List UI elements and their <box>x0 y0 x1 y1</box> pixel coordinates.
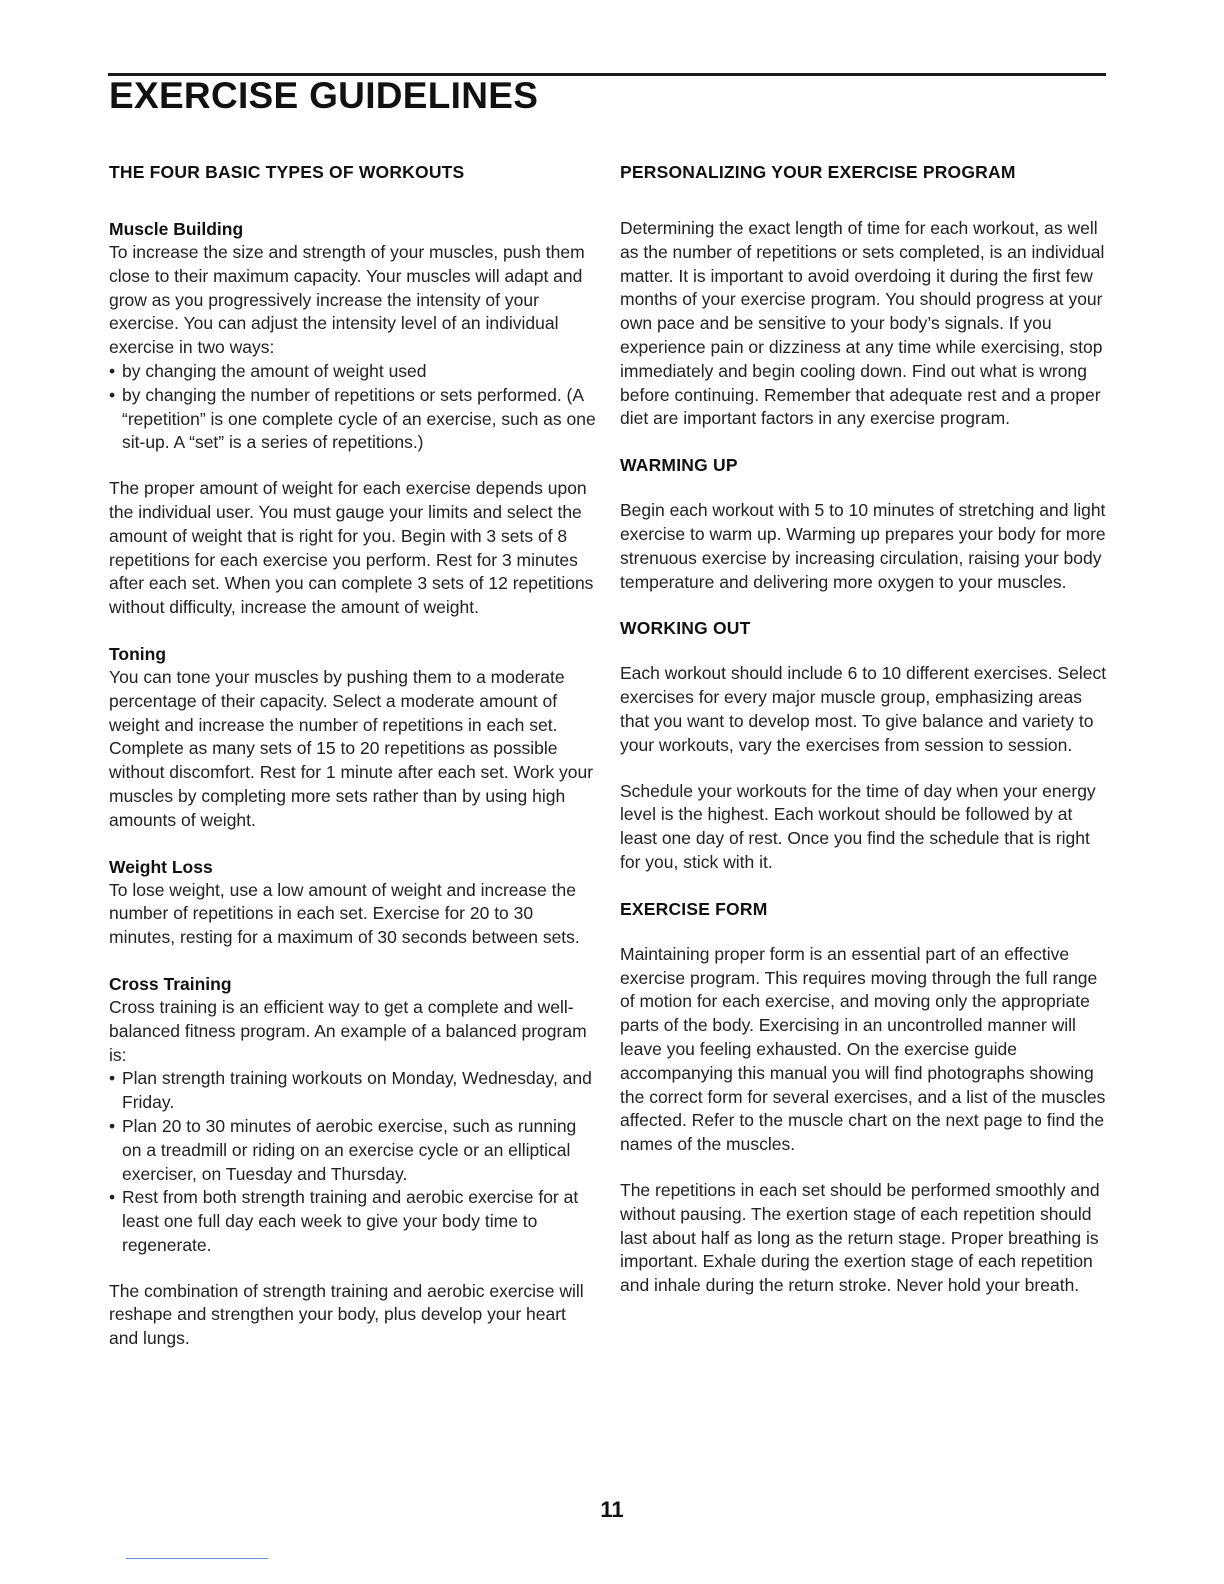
section-heading-workout-types: THE FOUR BASIC TYPES OF WORKOUTS <box>109 162 465 182</box>
subheading-weight-loss: Weight Loss <box>109 856 213 877</box>
list-item: • by changing the number of repetitions or sets performed. (A “repetition” is one complete cycle of an exercise, such as one sit-up. A “set” is a series of repetitions.) <box>109 384 599 455</box>
cross-training-bullet-list <box>109 1067 599 1257</box>
working-out-text-2: Schedule your workouts for the time of day when your energy level is the highest. Each workout should be followed by at least one day of rest. Once you find the schedule that is right for you, stick with it. <box>620 780 1096 872</box>
page-number: 11 <box>600 1497 624 1522</box>
footer-line <box>126 1558 268 1559</box>
subheading-cross-training: Cross Training <box>109 973 232 994</box>
subheading-muscle-building: Muscle Building <box>109 219 244 239</box>
list-item: • Rest from both strength training and aerobic exercise for at least one full day each week to give your body time to regenerate. <box>109 1186 599 1257</box>
section-heading-personalizing: PERSONALIZING YOUR EXERCISE PROGRAM <box>620 162 1016 182</box>
exercise-form-text-2: The repetitions in each set should be performed smoothly and without pausing. The exertion stage of each repetition should last about half as long as the return stage. Proper breathing is important. Exhale during the exertion stage of each repetition and inhale during the return stroke. Never hold your breath. <box>620 1179 1100 1296</box>
muscle-building-bullet-list <box>109 360 599 455</box>
toning-text: You can tone your muscles by pushing them to a moderate percentage of their capacity. Select a moderate amount of weight and increase the number of repetitions in each set. Complete as many sets of 15 to 20 repetitions as possible without discomfort. Rest for 1 minute after each set. Work your muscles by completing more sets rather than by using high amounts of weight. <box>109 666 594 830</box>
subheading-toning: Toning <box>109 643 167 664</box>
list-item: • by changing the amount of weight used <box>109 360 599 384</box>
list-item: • Plan 20 to 30 minutes of aerobic exercise, such as running on a treadmill or riding on an exercise cycle or an elliptical exerciser, on Tuesday and Thursday. <box>109 1115 599 1186</box>
section-heading-warming-up: WARMING UP <box>620 455 738 476</box>
personalizing-text: Determining the exact length of time for each workout, as well as the number of repetitions or sets completed, is an individual matter. It is important to avoid overdoing it during the first few months of your exercise program. You should progress at your own pace and be sensitive to your body’s signals. If you experience pain or dizziness at any time while exercising, stop immediately and begin cooling down. Find out what is wrong before continuing. Remember that adequate rest and a proper diet are important factors in any exercise program. <box>620 218 1105 429</box>
cross-training-intro: Cross training is an efficient way to get a complete and well-balanced fitness program. An example of a balanced program is: <box>109 996 587 1065</box>
weight-loss-text: To lose weight, use a low amount of weight and increase the number of repetitions in each set. Exercise for 20 to 30 minutes, resting for a maximum of 30 seconds between sets. <box>109 879 580 948</box>
list-item: • Plan strength training workouts on Monday, Wednesday, and Friday. <box>109 1067 599 1115</box>
section-heading-working-out: WORKING OUT <box>620 618 751 639</box>
warming-up-text: Begin each workout with 5 to 10 minutes of stretching and light exercise to warm up. Warming up prepares your body for more strenuous exercise by increasing circulation, raising your body temperature and delivering more oxygen to your muscles. <box>620 500 1106 592</box>
section-heading-exercise-form: EXERCISE FORM <box>620 898 768 919</box>
muscle-building-paragraph: The proper amount of weight for each exercise depends upon the individual user. You must gauge your limits and select the amount of weight that is right for you. Begin with 3 sets of 8 repetitions for each exercise you perform. Rest for 3 minutes after each set. When you can complete 3 sets of 12 repetitions without difficulty, increase the amount of weight. <box>109 478 594 618</box>
page-title: EXERCISE GUIDELINES <box>109 75 539 116</box>
cross-training-paragraph: The combination of strength training and aerobic exercise will reshape and strengthen your body, plus develop your heart and lungs. <box>109 1280 584 1349</box>
working-out-text-1: Each workout should include 6 to 10 different exercises. Select exercises for every major muscle group, emphasizing areas that you want to develop most. To give balance and variety to your workouts, vary the exercises from session to session. <box>620 663 1107 755</box>
right-column <box>620 160 1110 1298</box>
exercise-form-text-1: Maintaining proper form is an essential part of an effective exercise program. This requires moving through the full range of motion for each exercise, and moving only the appropriate parts of the body. Exercising in an uncontrolled manner will leave you feeling exhausted. On the exercise guide accompanying this manual you will find photographs showing the correct form for several exercises, and a list of the muscles affected. Refer to the muscle chart on the next page to find the names of the muscles. <box>620 943 1106 1155</box>
left-column <box>109 160 599 1351</box>
muscle-building-intro: To increase the size and strength of your muscles, push them close to their maximum capacity. Your muscles will adapt and grow as you progressively increase the intensity of your exercise. You can adjust the intensity level of an individual exercise in two ways: <box>109 242 585 358</box>
